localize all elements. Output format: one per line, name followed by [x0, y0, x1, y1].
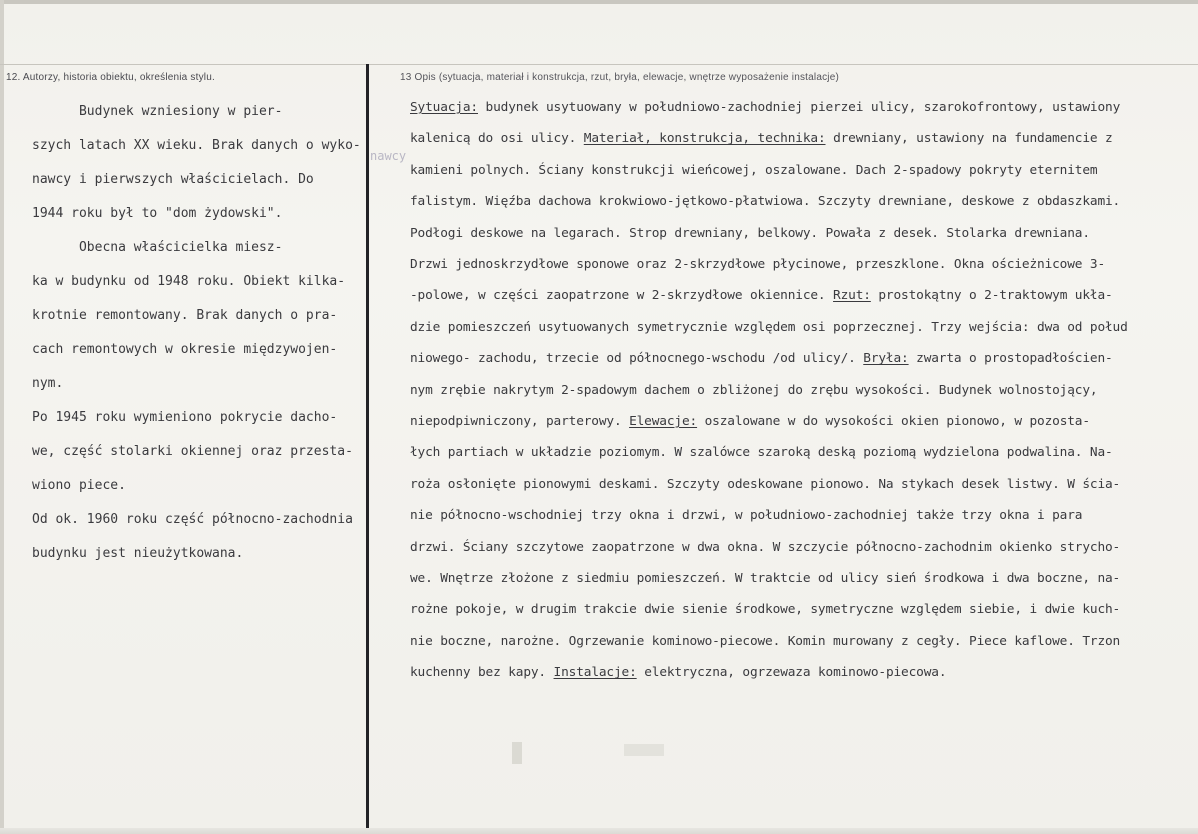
description-line [410, 194, 1120, 209]
paper-stain [512, 742, 522, 764]
paper-stain [624, 744, 664, 756]
history-line: 1944 roku był to "dom żydowski". [32, 206, 283, 221]
section-label: Instalacje: [553, 665, 637, 681]
description-line [410, 634, 1120, 649]
section-label: Elewacje: [629, 414, 698, 429]
description-line [410, 414, 1090, 429]
description-text: dzie pomieszczeń usytuowanych symetrycznie względem osi poprzecznej. Trzy wejścia: dwa od połud [410, 319, 1128, 335]
history-line: Od ok. 1960 roku część północno-zachodnia [32, 512, 353, 527]
description-text: niepodpiwniczony, parterowy. [410, 414, 630, 429]
description-text: kuchenny bez kapy. [410, 665, 554, 681]
description-text: kamieni polnych. Ściany konstrukcji wieńcowej, oszalowane. Dach 2-spadowy pokryty eternitem [410, 162, 1098, 178]
history-line: Budynek wzniesiony w pier- [32, 104, 283, 119]
description-text: nie boczne, narożne. Ogrzewanie kominowo-piecowe. Komin murowany z cegły. Piece kaflowe. Trzon [410, 633, 1121, 649]
description-text: drzwi. Ściany szczytowe zaopatrzone w dwa okna. W szczycie północno-zachodnim okienko strycho- [410, 539, 1121, 555]
history-line: krotnie remontowany. Brak danych o pra- [32, 308, 338, 323]
description-text: łych partiach w układzie poziomym. W szalówce szaroką deską poziomą wydzielona podwalina. Na- [410, 445, 1113, 461]
description-text: prostokątny o 2-traktowym ukła- [870, 288, 1113, 304]
section-label: Materiał, konstrukcja, technika: [583, 131, 826, 147]
description-text: oszalowane w do wysokości okien pionowo, w pozosta- [697, 414, 1090, 429]
description-text: roża osłonięte pionowymi deskami. Szczyty odeskowane pionowo. Na stykach desek listwy. W ścia- [410, 476, 1121, 492]
description-text: nym zrębie nakrytym 2-spadowym dachem o zbliżonej do zrębu wysokości. Budynek wolnostojący, [410, 382, 1098, 398]
description-text: budynek usytuowany w południowo-zachodniej pierzei ulicy, szarokofrontowy, ustawiony [478, 100, 1121, 115]
section-label: Bryła: [863, 351, 909, 367]
description-text: drewniany, ustawiony na fundamencie z [825, 131, 1113, 147]
description-text: Podłogi deskowe na legarach. Strop drewniany, belkowy. Powała z desek. Stolarka drewniana. [410, 225, 1090, 241]
sheet-bottom-edge [0, 828, 1198, 834]
sheet-left-edge [0, 0, 4, 834]
description-line [410, 445, 1113, 460]
description-line [410, 351, 1113, 366]
description-text: zwarta o prostopadłościen- [908, 351, 1113, 367]
description-line [410, 508, 1082, 523]
description-line [410, 163, 1097, 178]
description-text: elektryczna, ogrzewaza kominowo-piecowa. [636, 665, 947, 681]
section-13-heading: 13 Opis (sytuacja, materiał i konstrukcja, rzut, bryła, elewacje, wnętrze wyposażenie instalacje) [400, 72, 840, 83]
history-line: ka w budynku od 1948 roku. Obiekt kilka- [32, 274, 346, 289]
description-line [410, 383, 1097, 398]
description-text: kalenicą do osi ulicy. [410, 131, 584, 147]
history-line: szych latach XX wieku. Brak danych o wyko- [32, 138, 361, 153]
column-divider [366, 64, 369, 834]
history-line: nym. [32, 376, 64, 391]
section-12-heading: 12. Autorzy, historia obiektu, określenia stylu. [6, 72, 215, 83]
description-text: falistym. Więźba dachowa krokwiowo-jętkowo-płatwiowa. Szczyty drewniane, deskowe z obdaszkami. [410, 194, 1121, 210]
description-line [410, 602, 1120, 617]
description-line [410, 571, 1120, 586]
description-line [410, 131, 1113, 146]
history-line: Obecna właścicielka miesz- [32, 240, 283, 255]
history-line: we, część stolarki okiennej oraz przesta- [32, 444, 353, 459]
description-line [410, 226, 1090, 241]
description-line [410, 288, 1113, 303]
description-text: -polowe, w części zaopatrzone w 2-skrzydłowe okiennice. [410, 288, 834, 304]
description-line [410, 320, 1128, 335]
overflow-text-fragment: nawcy [370, 149, 407, 163]
history-line: wiono piece. [32, 478, 126, 493]
history-line: Po 1945 roku wymieniono pokrycie dacho- [32, 410, 338, 425]
section-label: Rzut: [833, 288, 871, 304]
history-line: budynku jest nieużytkowana. [32, 546, 244, 561]
description-text: Drzwi jednoskrzydłowe sponowe oraz 2-skrzydłowe płycinowe, przeszklone. Okna ościeżnicowe 3- [410, 257, 1106, 272]
sheet-top-edge [0, 0, 1198, 4]
description-text: we. Wnętrze złożone z siedmiu pomieszczeń. W traktcie od ulicy sień środkowa i dwa boczne, na- [410, 571, 1121, 586]
description-text: rożne pokoje, w drugim trakcie dwie sienie środkowe, symetryczne względem siebie, i dwie kuch- [410, 602, 1121, 618]
description-line [410, 257, 1105, 272]
description-text: niowego- zachodu, trzecie od północnego-wschodu /od ulicy/. [410, 351, 864, 367]
description-line [410, 665, 946, 680]
description-line [410, 477, 1120, 492]
history-line: nawcy i pierwszych właścicielach. Do [32, 172, 314, 187]
header-rule [0, 64, 1198, 65]
section-label: Sytuacja: [410, 100, 478, 115]
description-text: nie północno-wschodniej trzy okna i drzwi, w południowo-zachodniej także trzy okna i para [410, 508, 1083, 524]
description-line [410, 100, 1120, 115]
description-line [410, 540, 1120, 555]
history-line: cach remontowych w okresie międzywojen- [32, 342, 338, 357]
